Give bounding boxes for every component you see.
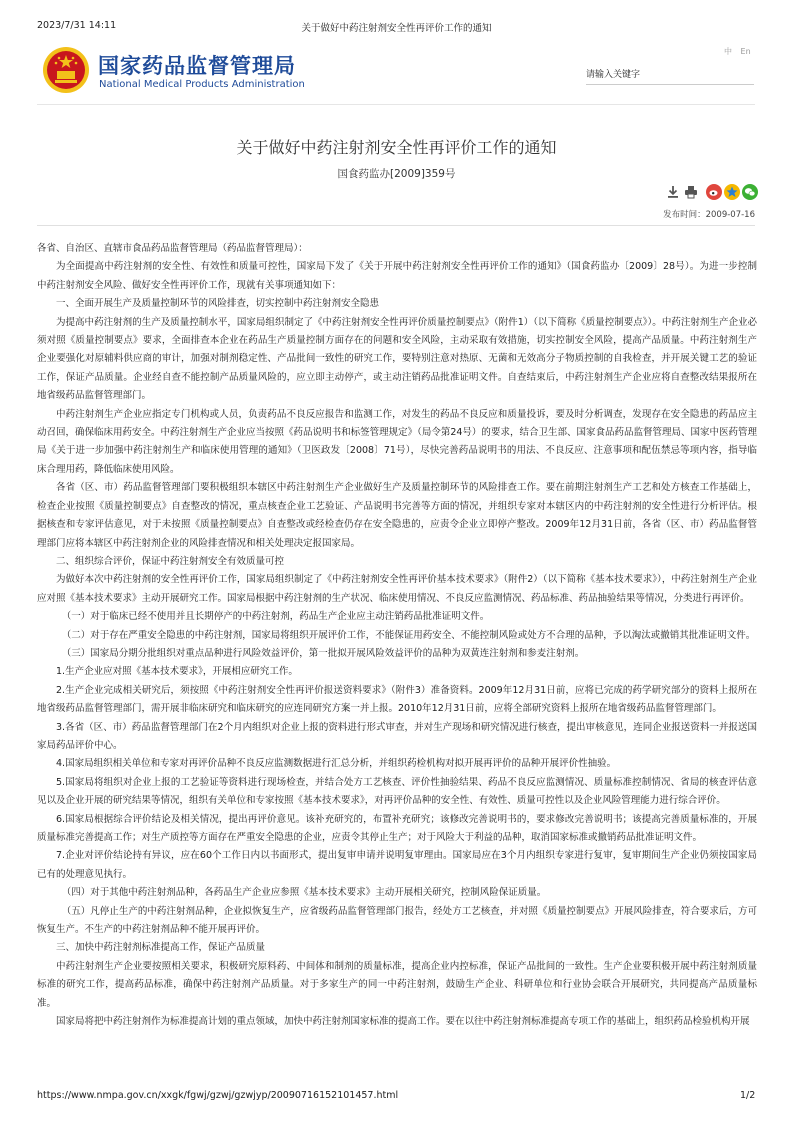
body-paragraph: 中药注射剂生产企业应指定专门机构或人员，负责药品不良反应报告和监测工作，对发生的药品不良反应和质量投诉，要及时分析调查，发现存在安全隐患的药品应主动召回，确保临床用药安全。中药注射剂生产企业应当按照《药品说明书和标签管理规定》（局令第24号）的要求，结合卫生部、国家食品药品监督管理局、国家中医药管理局《关于进一步加强中药注射剂生产和临床使用管理的通知》（卫医政发〔2008〕71号），尽快完善药品说明书的用法、不良反应、注意事项和配伍禁忌等项内容，指导临床合理用药，降低临床使用风险。 — [37, 408, 757, 475]
meta-divider — [37, 225, 755, 226]
print-header — [0, 0, 793, 34]
search-box — [586, 62, 754, 85]
document-number: 国食药监办[2009]359号 — [337, 168, 456, 180]
site-name-cn: 国家药品监督管理局 — [98, 54, 296, 78]
body-paragraph: 为做好本次中药注射剂的安全性再评价工作，国家局组织制定了《中药注射剂安全性再评价基本技术要求》（附件2）（以下简称《基本技术要求》），中药注射剂生产企业应对照《基本技术要求》主动开展研究工作。国家局根据中药注射剂的生产状况、临床使用情况、不良反应监测情况、药品标准、药品抽验结果等情况，分类进行再评价。 — [37, 574, 757, 604]
download-icon[interactable] — [666, 185, 680, 199]
article-body — [37, 240, 757, 1031]
list-item: （三）国家局分期分批组织对重点品种进行风险效益评价，第一批拟开展风险效益评价的品种为双黄连注射剂和参麦注射剂。 — [61, 647, 585, 659]
page-number: 1/2 — [740, 1090, 756, 1101]
list-item: 2.生产企业完成相关研究后，须按照《中药注射剂安全性再评价报送资料要求》（附件3）准备资料。2009年12月31日前，应将已完成的药学研究部分的资料上报所在地省级药品监督管理部门，需开展非临床研究和临床研究的应连同研究方案一并上报。2010年12月31日前，应将全部研究资料上报所在地省级药品监督管理部门。 — [37, 684, 757, 715]
print-icon[interactable] — [684, 185, 698, 199]
body-paragraph: 国家局将把中药注射剂作为标准提高计划的重点领域，加快中药注射剂国家标准的提高工作。要在以往中药注射剂标准提高专项工作的基础上，组织药品检验机构开展 — [56, 1016, 750, 1028]
page-url: https://www.nmpa.gov.cn/xxgk/fgwj/gzwj/gzwjyp/20090716152101457.html — [37, 1090, 399, 1101]
body-paragraph: 各省（区、市）药品监督管理部门要积极组织本辖区中药注射剂生产企业做好生产及质量控制环节的风险排查工作。要在前期注射剂生产工艺和处方核查工作基础上，检查企业按照《质量控制要点》自查整改的情况，重点核查企业工艺验证、产品说明书完善等方面的情况，并组织专家对本辖区内的中药注射剂的安全性进行分析评估。根据核查和专家评估意见，对于未按照《质量控制要点》自查整改或经检查仍存在安全隐患的，应责令企业立即停产整改。2009年12月31日前，各省（区、市）药品监督管理部门应将本辖区中药注射剂企业的风险排查情况和相关处理决定报国家局。 — [37, 482, 757, 549]
lang-en-link[interactable]: En — [740, 47, 751, 56]
wechat-icon[interactable] — [742, 184, 758, 200]
section-heading: 二、组织综合评价，保证中药注射剂安全有效质量可控 — [56, 555, 285, 567]
publish-date: 发布时间：2009-07-16 — [663, 210, 755, 220]
body-paragraph: 为全面提高中药注射剂的安全性、有效性和质量可控性，国家局下发了《关于开展中药注射剂安全性再评价工作的通知》（国食药监办〔2009〕28号）。为进一步控制中药注射剂安全风险、做好安全性再评价工作，现就有关事项通知如下： — [37, 261, 757, 291]
section-heading: 一、全面开展生产及质量控制环节的风险排查，切实控制中药注射剂安全隐患 — [56, 298, 380, 310]
list-item: （二）对于存在严重安全隐患的中药注射剂，国家局将组织开展评价工作，不能保证用药安全、不能控制风险或处方不合理的品种，予以淘汰或撤销其批准证明文件。 — [61, 629, 756, 641]
list-item: （四）对于其他中药注射剂品种，各药品生产企业应参照《基本技术要求》主动开展相关研究，控制风险保证质量。 — [61, 887, 547, 899]
section-heading: 三、加快中药注射剂标准提高工作，保证产品质量 — [56, 942, 266, 954]
search-input[interactable] — [586, 66, 746, 80]
list-item: 1.生产企业应对照《基本技术要求》，开展相应研究工作。 — [56, 666, 298, 678]
body-paragraph: 为提高中药注射剂的生产及质量控制水平，国家局组织制定了《中药注射剂安全性再评价质量控制要点》（附件1）（以下简称《质量控制要点》）。中药注射剂生产企业必须对照《质量控制要点》要求，全面排查本企业在药品生产质量控制方面存在的问题和安全风险，主动采取有效措施，切实控制安全风险，提高产品质量。中药注射剂生产企业要强化对原辅料供应商的审计，加强对制剂稳定性、产品批间一致性的研究工作，要特别注意对热原、无菌和无效高分子物质控制的自我检查，并开展关键工艺的验证工作，保证产品质量。企业经自查不能控制产品质量风险的，应立即主动停产，或主动注销药品批准证明文件。自查结束后，中药注射剂生产企业应将自查整改结果报所在地省级药品监督管理部门。 — [37, 316, 757, 402]
language-switch — [724, 46, 757, 57]
list-item: 6.国家局根据综合评价结论及相关情况，提出再评价意见。该补充研究的，布置补充研究；该修改完善说明书的，要求修改完善说明书；该提高完善质量标准的，开展质量标准完善提高工作；对生产质控等方面存在严重安全隐患的企业，应责令其停止生产；对于风险大于利益的品种，取消国家标准或撤销药品批准证明文件。 — [37, 813, 757, 843]
list-item: 3.各省（区、市）药品监督管理部门在2个月内组织对企业上报的资料进行形式审查，并对生产现场和研究情况进行核查，提出审核意见，连同企业报送资料一并报送国家局药品评价中心。 — [37, 721, 757, 751]
list-item: 5.国家局将组织对企业上报的工艺验证等资料进行现场检查，并结合处方工艺核查、评价性抽验结果、药品不良反应监测情况、质量标准控制情况、省局的核查评估意见以及企业开展的研究结果等情况，组织有关单位和专家按照《基本技术要求》，对再评价品种的安全性、有效性、质量可控性以及企业风险管理能力进行综合评价。 — [37, 776, 757, 807]
salutation-paragraph: 各省、自治区、直辖市食品药品监督管理局（药品监督管理局）： — [37, 243, 308, 254]
list-item: 7.企业对评价结论持有异议，应在60个工作日内以书面形式，提出复审申请并说明复审理由。国家局应在3个月内组织专家进行复审，复审期间生产企业仍须按国家局已有的处理意见执行。 — [37, 850, 757, 880]
weibo-icon[interactable] — [706, 184, 722, 200]
article-title: 关于做好中药注射剂安全性再评价工作的通知 — [236, 138, 557, 157]
site-name-en: National Medical Products Administration — [99, 79, 305, 90]
list-item: （一）对于临床已经不使用并且长期停产的中药注射剂，药品生产企业应主动注销药品批准证明文件。 — [61, 611, 490, 623]
lang-cn-link[interactable]: 中 — [724, 47, 732, 56]
header-divider — [37, 104, 755, 105]
national-emblem-icon — [42, 46, 90, 94]
site-logo[interactable] — [42, 46, 342, 96]
print-page-title: 关于做好中药注射剂安全性再评价工作的通知 — [301, 23, 492, 34]
body-paragraph: 中药注射剂生产企业要按照相关要求，积极研究原料药、中间体和制剂的质量标准，提高企业内控标准，保证产品批间的一致性。生产企业要积极开展中药注射剂质量标准的研究工作，提高药品标准，确保中药注射剂产品质量。对于多家生产的同一中药注射剂，鼓励生产企业、科研单位和行业协会联合开展研究，共同提高产品质量标准。 — [37, 960, 757, 1009]
qzone-icon[interactable] — [724, 184, 740, 200]
list-item: 4.国家局组织相关单位和专家对再评价品种不良反应监测数据进行汇总分析，并组织药检机构对拟开展再评价的品种开展评价性抽验。 — [56, 758, 617, 770]
print-datetime: 2023/7/31 14:11 — [37, 20, 117, 31]
list-item: （五）凡停止生产的中药注射剂品种，企业拟恢复生产，应省级药品监督管理部门报告，经处方工艺核查，并对照《质量控制要点》开展风险排查，符合要求后，方可恢复生产。不生产的中药注射剂品种不能开展再评价。 — [37, 905, 757, 936]
